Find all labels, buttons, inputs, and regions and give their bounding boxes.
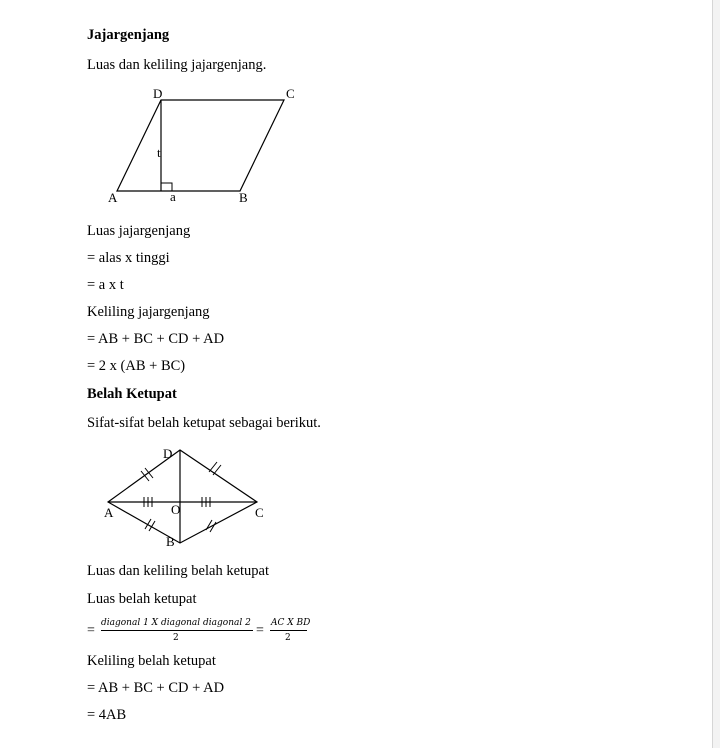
formula-numerator-2: AC X BD xyxy=(271,618,311,628)
formula-denominator-2: 2 xyxy=(285,633,291,643)
luas-jajargenjang-line1: = alas x tinggi xyxy=(87,250,170,266)
keliling-jajargenjang-line2: = 2 x (AB + BC) xyxy=(87,358,186,374)
intro-luas-keliling-belah-ketupat: Luas dan keliling belah ketupat xyxy=(87,563,270,579)
formula-fraction-bar-2 xyxy=(270,630,307,631)
keliling-jajargenjang-line1: = AB + BC + CD + AD xyxy=(87,331,225,347)
rhombus-vertex-d-label: D xyxy=(163,446,173,461)
vertex-b-label: B xyxy=(239,190,248,205)
heading-belah-ketupat: Belah Ketupat xyxy=(87,386,177,402)
heading-jajargenjang: Jajargenjang xyxy=(87,27,170,43)
base-a-label: a xyxy=(170,189,176,204)
formula-lead-equals: = xyxy=(87,623,95,638)
luas-belah-ketupat-title: Luas belah ketupat xyxy=(87,591,197,607)
keliling-belah-ketupat-line1: = AB + BC + CD + AD xyxy=(87,680,225,696)
vertex-d-label: D xyxy=(153,86,163,101)
vertex-c-label: C xyxy=(286,86,295,101)
rhombus-shape xyxy=(108,450,257,543)
rhombus-center-o-label: O xyxy=(171,502,181,517)
intro-jajargenjang: Luas dan keliling jajargenjang. xyxy=(87,57,267,73)
rhombus-vertex-b-label: B xyxy=(166,534,175,549)
keliling-belah-ketupat-line2: = 4AB xyxy=(87,707,127,723)
luas-jajargenjang-line2: = a x t xyxy=(87,277,124,293)
rhombus-vertex-a-label: A xyxy=(104,505,114,520)
height-t-label: t xyxy=(157,145,161,160)
luas-jajargenjang-title: Luas jajargenjang xyxy=(87,223,191,239)
formula-denominator-1: 2 xyxy=(173,633,179,643)
rhombus-vertex-c-label: C xyxy=(255,505,264,520)
keliling-jajargenjang-title: Keliling jajargenjang xyxy=(87,304,210,320)
formula-fraction-bar-1 xyxy=(101,630,253,631)
vertex-a-label: A xyxy=(108,190,118,205)
side-tick-marks xyxy=(141,462,221,532)
formula-equals: = xyxy=(256,623,264,638)
formula-numerator-1: diagonal 1 X diagonal diagonal 2 xyxy=(101,618,251,628)
keliling-belah-ketupat-title: Keliling belah ketupat xyxy=(87,653,216,669)
intro-belah-ketupat: Sifat-sifat belah ketupat sebagai berikut. xyxy=(87,415,321,431)
